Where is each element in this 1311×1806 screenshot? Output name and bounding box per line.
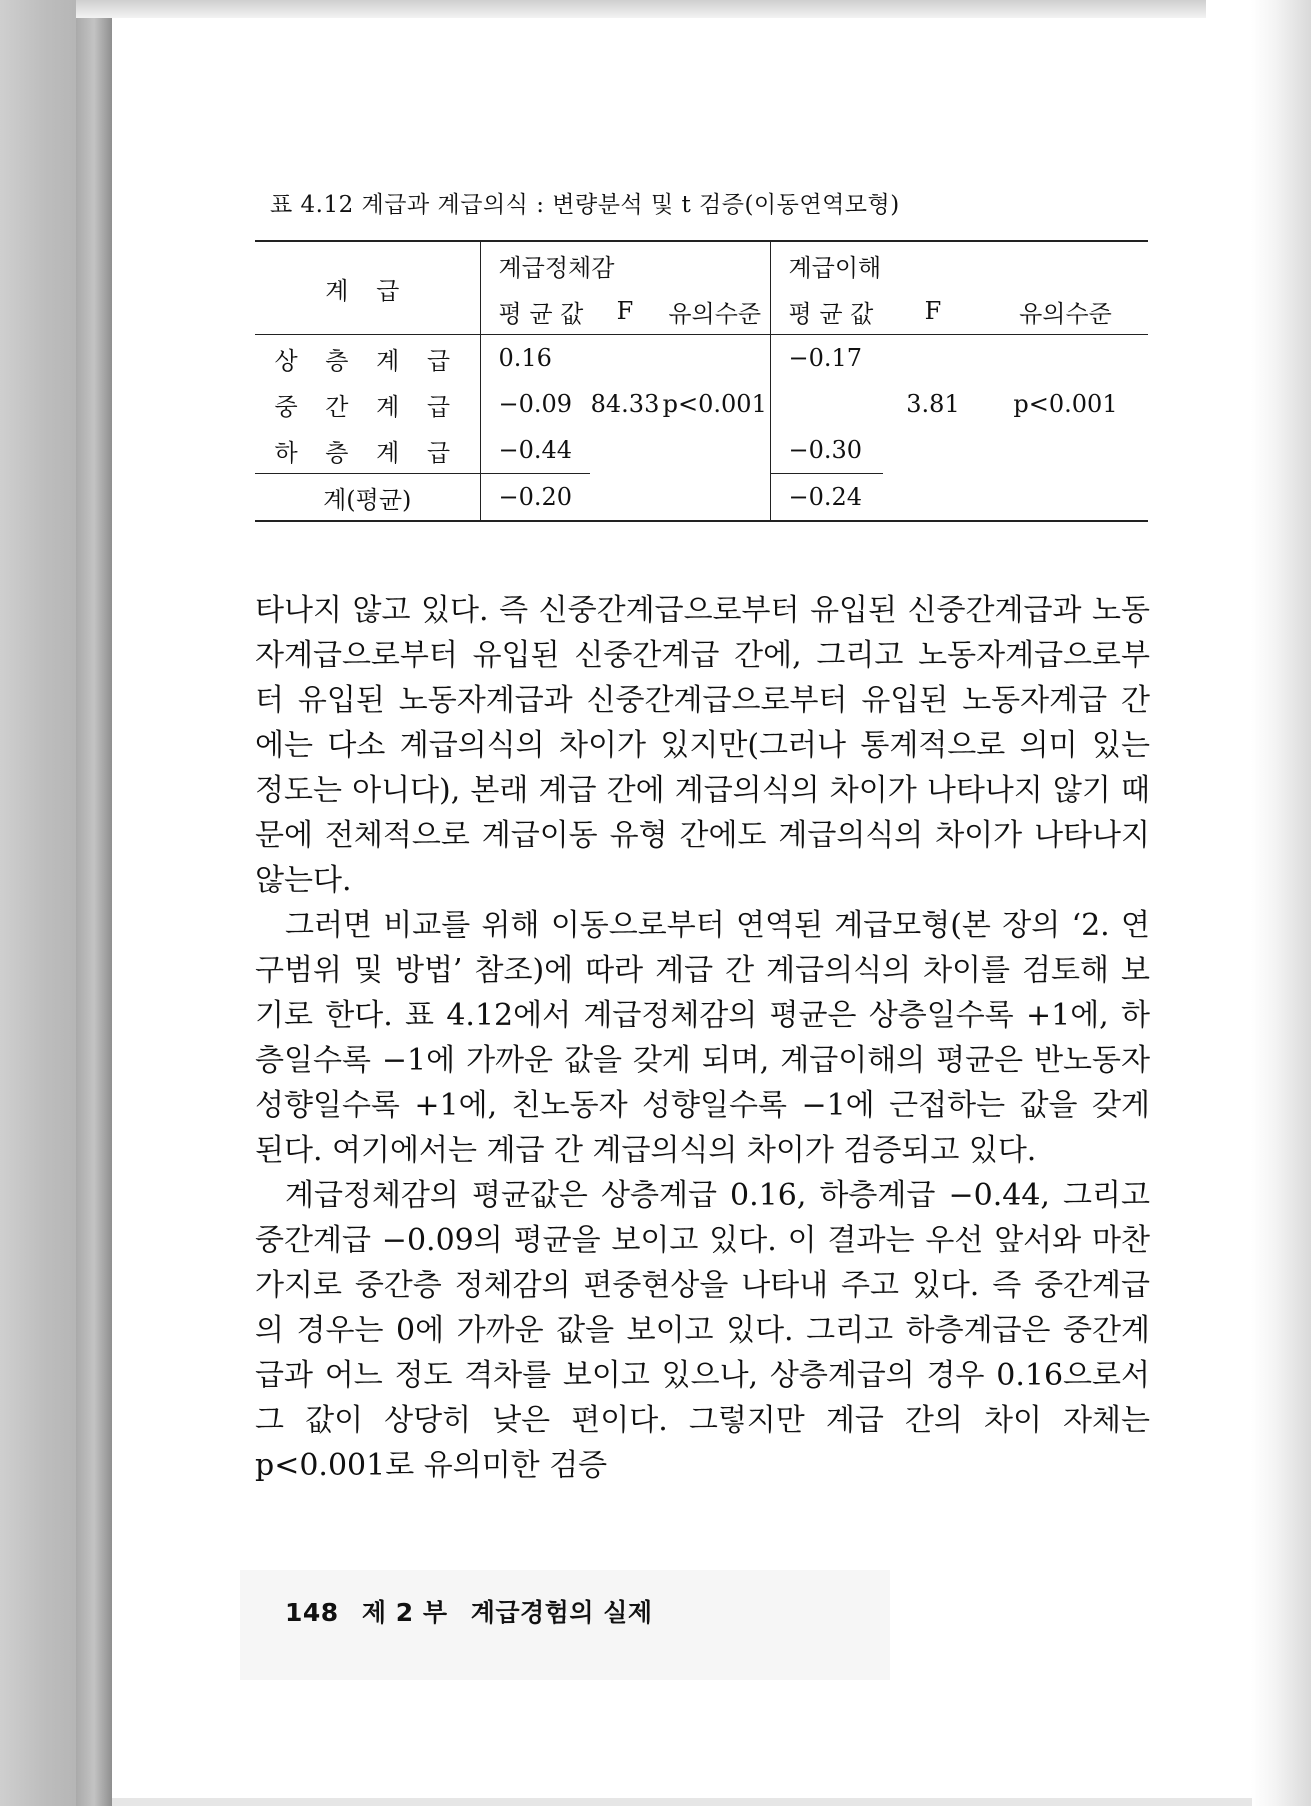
- row-label: 하 층 계 급: [255, 427, 480, 474]
- mean-identity: 0.16: [498, 344, 552, 372]
- book-spine-edge: [76, 0, 113, 1806]
- header-sig-1: 유의수준: [660, 288, 770, 335]
- mean-interest: −0.17: [770, 335, 883, 382]
- header-class-identity: 계급정체감: [480, 241, 770, 288]
- paragraph: 그러면 비교를 위해 이동으로부터 연역된 계급모형(본 장의 ‘2. 연구범위 및 방법’ 참조)에 따라 계급 간 계급의식의 차이를 검토해 보기로 한다. 표 4.12에서 계급정체감의 평균은 상층일수록 +1에, 하층일수록 −1에 가까운 값을 갖게 되며, 계급이해의 평균은 반노동자 성향일수록 +1에, 친노동자 성향일수록 −1에 근접하는 값을 갖게 된다. 여기에서는 계급 간 계급의식의 차이가 검증되고 있다.: [255, 908, 1150, 1168]
- mean-interest: −0.30: [770, 427, 883, 474]
- empty-cell: [660, 474, 770, 522]
- part-label: 제 2 부: [361, 1598, 448, 1627]
- f-identity: 84.33: [590, 390, 660, 419]
- page-top-edge: [76, 0, 1206, 18]
- header-f-2: F: [883, 288, 983, 335]
- total-label: 계(평균): [255, 474, 480, 522]
- empty-cell: [883, 474, 983, 522]
- mean-identity: −0.44: [480, 427, 590, 474]
- total-mean-interest: −0.24: [770, 474, 883, 522]
- header-sig-2: 유의수준: [983, 288, 1148, 335]
- sig-interest: p<0.001: [1013, 390, 1118, 419]
- table-row: [255, 335, 1148, 382]
- sig-identity: p<0.001: [662, 390, 767, 419]
- header-f-1: F: [590, 288, 660, 335]
- total-mean-identity: −0.20: [480, 474, 590, 522]
- page-right-shadow: [1251, 0, 1311, 1806]
- page-bottom-edge: [112, 1798, 1252, 1806]
- header-mean-1: 평 균 값: [480, 288, 590, 335]
- header-class: 계 급: [255, 241, 480, 335]
- table-header-row-1: [255, 241, 1148, 288]
- page-footer: [285, 1593, 667, 1629]
- table-caption: 표 4.12 계급과 계급의식 : 변량분석 및 t 검증(이동연역모형): [270, 192, 900, 218]
- header-class-interest: 계급이해: [770, 241, 1148, 288]
- row-label: 중 간 계 급: [255, 381, 480, 427]
- table-total-row: [255, 474, 1148, 522]
- chapter-title: 계급경험의 실제: [470, 1598, 653, 1627]
- empty-cell: [983, 474, 1148, 522]
- f-interest: 3.81: [906, 390, 960, 419]
- mean-interest: [770, 381, 883, 427]
- empty-cell: [590, 474, 660, 522]
- anova-table: [255, 240, 1148, 522]
- header-mean-2: 평 균 값: [770, 288, 883, 335]
- paragraph: 타나지 않고 있다. 즉 신중간계급으로부터 유입된 신중간계급과 노동자계급으로부터 유입된 신중간계급 간에, 그리고 노동자계급으로부터 유입된 노동자계급과 신중간계급으로부터 유입된 노동자계급 간에는 다소 계급의식의 차이가 있지만(그러나 통계적으로 의미 있는 정도는 아니다), 본래 계급 간에 계급의식의 차이가 나타나지 않기 때문에 전체적으로 계급이동 유형 간에도 계급의식의 차이가 나타나지 않는다.: [255, 593, 1150, 898]
- page-number: 148: [285, 1598, 339, 1627]
- body-text: [255, 588, 1150, 1488]
- row-label: 상 층 계 급: [255, 335, 480, 382]
- paragraph: 계급정체감의 평균값은 상층계급 0.16, 하층계급 −0.44, 그리고 중간계급 −0.09의 평균을 보이고 있다. 이 결과는 우선 앞서와 마찬가지로 중간층 정체감의 편중현상을 나타내 주고 있다. 즉 중간계급의 경우는 0에 가까운 값을 보이고 있다. 그리고 하층계급은 중간계급과 어느 정도 격차를 보이고 있으나, 상층계급의 경우 0.16으로서 그 값이 상당히 낮은 편이다. 그렇지만 계급 간의 차이 자체는 p<0.001로 유의미한 검증: [255, 1178, 1150, 1483]
- mean-identity: −0.09: [498, 390, 573, 418]
